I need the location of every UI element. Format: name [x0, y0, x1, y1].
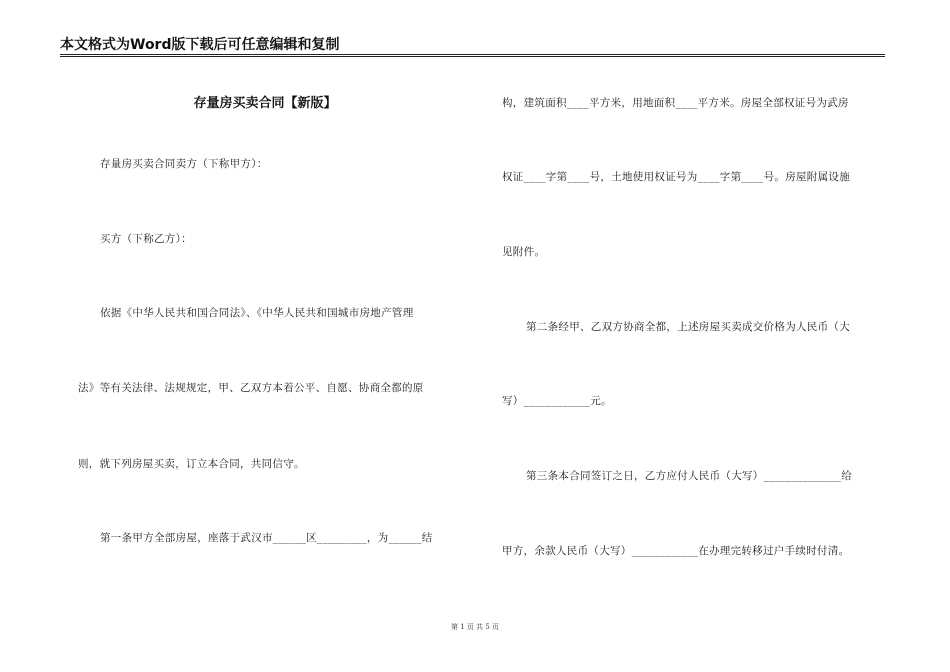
paragraph-seller: 存量房买卖合同卖方（下称甲方）： [100, 158, 268, 170]
article-1-line-1: 第一条甲方全部房屋，座落于武汉市______区_________，为______结 [100, 532, 433, 544]
paragraph-basis-line-2: 法》等有关法律、法规规定，甲、乙双方本着公平、自愿、协商全都的原 [78, 382, 424, 394]
article-2-line-1: 第二条经甲、乙双方协商全都，上述房屋买卖成交价格为人民币（大 [526, 321, 850, 333]
header-divider [60, 54, 885, 55]
header-title: 本文格式为Word版下载后可任意编辑和复制 [60, 37, 340, 53]
article-1-line-4: 见附件。 [502, 246, 546, 258]
paragraph-buyer: 买方（下称乙方）： [100, 233, 192, 245]
paragraph-basis-line-3: 则，就下列房屋买卖，订立本合同，共同信守。 [78, 458, 305, 470]
article-1-line-3: 权证____字第____号，土地使用权证号为____字第____号。房屋附属设施 [502, 171, 850, 183]
page-number: 第 1 页 共 5 页 [450, 623, 500, 631]
article-3-line-1: 第三条本合同签订之日，乙方应付人民币（大写）______________给 [526, 470, 853, 482]
header-divider-secondary [60, 56, 885, 57]
article-1-line-2: 构，建筑面积____平方米，用地面积____平方米。房屋全部权证号为武房 [502, 97, 849, 109]
article-2-line-2: 写）____________元。 [502, 395, 612, 407]
document-title: 存量房买卖合同【新版】 [193, 96, 337, 111]
article-3-line-2: 甲方，余款人民币（大写）____________在办理完转移过户手续时付清。 [502, 545, 850, 557]
paragraph-basis-line-1: 依据《中华人民共和国合同法》、《中华人民共和国城市房地产管理 [100, 307, 414, 319]
